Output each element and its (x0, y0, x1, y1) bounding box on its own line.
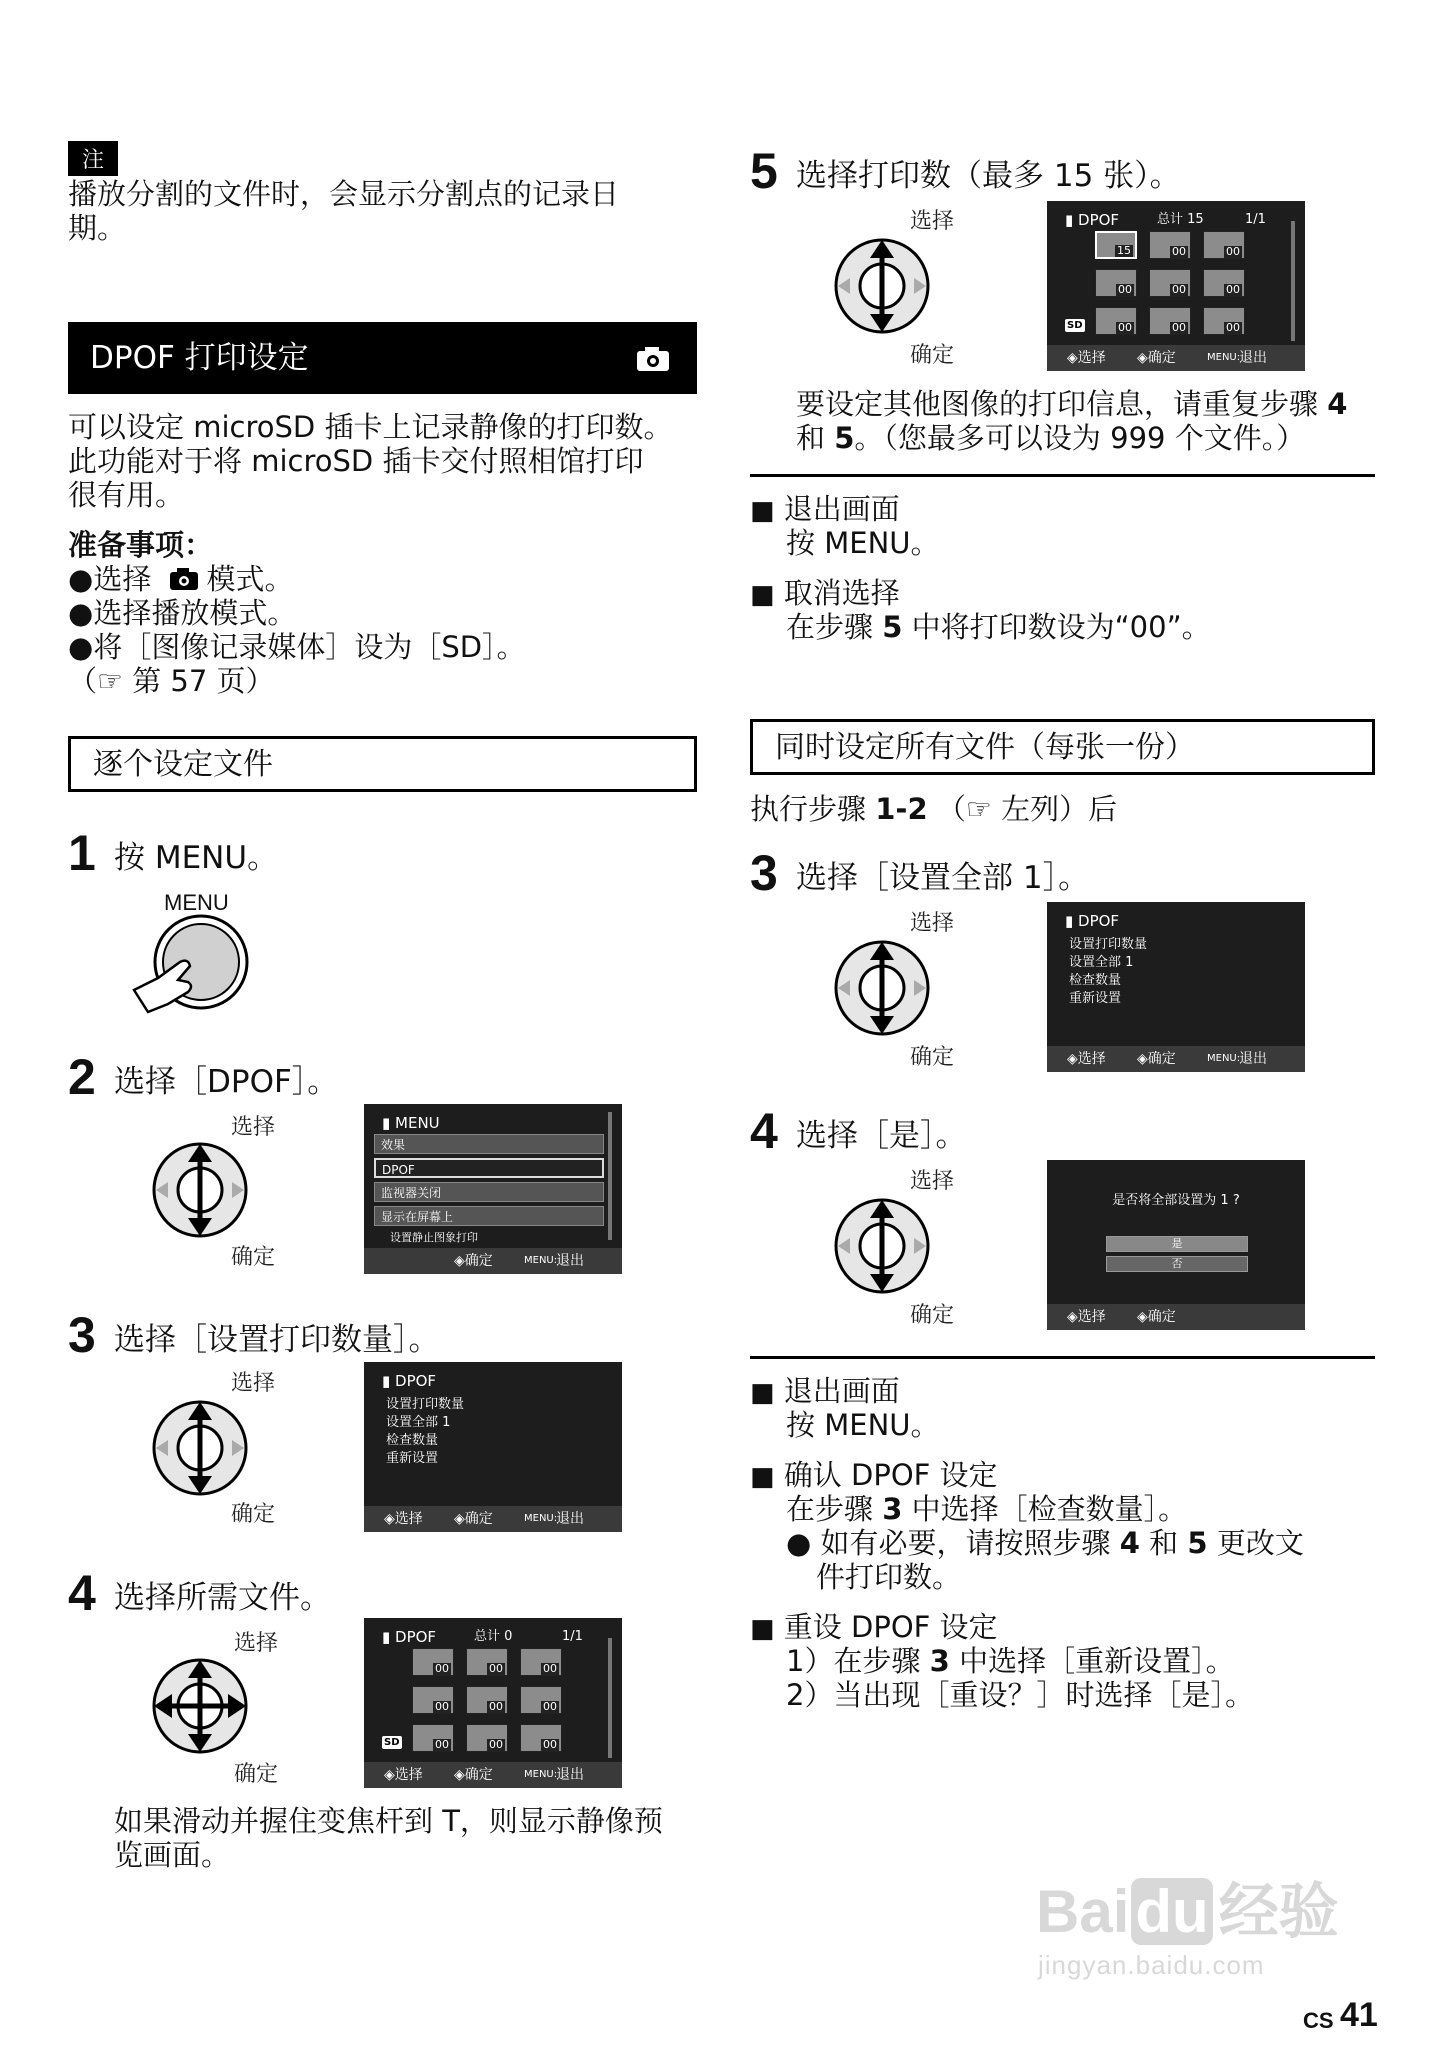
thumbnail[interactable]: 00 (1095, 269, 1137, 297)
controller-confirm-label: 确定 (231, 1502, 276, 1527)
controller-confirm-label: 确定 (910, 1045, 955, 1070)
controller-4way-icon (150, 1656, 250, 1756)
menu-item-dpof[interactable]: DPOF (374, 1158, 604, 1178)
menu-item-check-count[interactable]: 检查数量 (386, 1433, 439, 1448)
footer-confirm: ◈确定 (454, 1767, 493, 1783)
exit-heading: ■ 退出画面 (750, 492, 900, 526)
page-indicator: 1/1 (1245, 212, 1266, 227)
screen-dpof-menu (364, 1362, 622, 1532)
confirm-bullet-line1: ● 如有必要，请按照步骤 4 和 5 更改文 (786, 1526, 1304, 1560)
sub-header-all (750, 719, 1375, 775)
step-number: 1 (68, 825, 96, 881)
confirm-heading: ■ 确认 DPOF 设定 (750, 1458, 998, 1492)
controller-updown-icon (832, 1196, 932, 1296)
intro-line1: 可以设定 microSD 插卡上记录静像的打印数。 (68, 410, 673, 444)
step4-note-line2: 览画面。 (114, 1838, 231, 1872)
thumbnail[interactable]: 00 (466, 1686, 508, 1714)
thumbnail[interactable]: 00 (520, 1648, 562, 1676)
prep-bullet-2: ●选择播放模式。 (68, 596, 297, 630)
exit-text: 按 MENU。 (786, 1408, 940, 1442)
camera-icon (636, 346, 670, 372)
screen-title: ▮ DPOF (382, 1628, 437, 1646)
screen-title: ▮ DPOF (382, 1372, 437, 1390)
thumbnail[interactable]: 00 (412, 1648, 454, 1676)
screen-footer (1047, 1304, 1305, 1330)
footer-exit: 退出 (556, 1767, 584, 1783)
controller-select-label: 选择 (910, 209, 955, 234)
sub-header-title: 同时设定所有文件（每张一份） (775, 730, 1195, 765)
total-count: 总计 0 (474, 1629, 513, 1644)
footer-select: ◈选择 (1067, 350, 1106, 366)
footer-exit: 退出 (1239, 350, 1267, 366)
intro-line3: 很有用。 (68, 478, 185, 512)
reset-heading: ■ 重设 DPOF 设定 (750, 1610, 998, 1644)
menu-item-set-print-count[interactable]: 设置打印数量 (1069, 937, 1148, 952)
screen-dpof-menu (1047, 902, 1305, 1072)
step-number: 3 (68, 1307, 96, 1363)
note-tag: 注 (68, 141, 118, 176)
sd-card-icon: SD (384, 1737, 400, 1748)
footer-select: ◈选择 (384, 1767, 423, 1783)
step-number: 2 (68, 1049, 96, 1105)
prep-ref: （☞ 第 57 页） (68, 664, 275, 698)
divider (750, 1356, 1375, 1359)
thumbnail[interactable]: 00 (466, 1724, 508, 1752)
divider (750, 474, 1375, 477)
reset-line1: 1）在步骤 3 中选择［重新设置］。 (786, 1644, 1235, 1678)
controller-confirm-label: 确定 (231, 1245, 276, 1270)
section-title: DPOF 打印设定 (90, 340, 309, 376)
controller-updown-icon (832, 938, 932, 1038)
exit-heading: ■ 退出画面 (750, 1374, 900, 1408)
intro-line2: 此功能对于将 microSD 插卡交付照相馆打印 (68, 444, 644, 478)
screen-menu (364, 1104, 622, 1274)
step-title: 选择［设置打印数量］。 (114, 1322, 440, 1358)
dialog-question: 是否将全部设置为 1 ? (1112, 1193, 1240, 1208)
confirm-bullet-line2: 件打印数。 (816, 1560, 962, 1594)
footer-exit: 退出 (556, 1511, 584, 1527)
thumbnail[interactable]: 00 (1149, 231, 1191, 259)
watermark-url: jingyan.baidu.com (1038, 1950, 1265, 1980)
footer-menu-tag: MENU: (1207, 352, 1241, 363)
footer-language: CS (1303, 2008, 1334, 2033)
note-text-line2: 期。 (68, 211, 127, 245)
controller-select-label: 选择 (910, 1169, 955, 1194)
thumbnail[interactable]: 00 (1203, 231, 1245, 259)
step-title: 选择打印数（最多 15 张）。 (796, 158, 1181, 194)
menu-item-check-count[interactable]: 检查数量 (1069, 973, 1122, 988)
controller-confirm-label: 确定 (910, 1303, 955, 1328)
footer-exit: 退出 (1239, 1051, 1267, 1067)
prep-bullet-3: ●将［图像记录媒体］设为［SD］。 (68, 630, 526, 664)
controller-confirm-label: 确定 (234, 1762, 279, 1787)
footer-confirm: ◈确定 (454, 1511, 493, 1527)
baidu-watermark: Bai du 经验 (1036, 1878, 1339, 1945)
step-title: 按 MENU。 (114, 840, 279, 876)
yes-button[interactable]: 是 (1106, 1236, 1248, 1252)
thumbnail[interactable]: 00 (1203, 307, 1245, 335)
screen-footer (364, 1762, 622, 1788)
screen-thumbnails (364, 1618, 622, 1788)
screen-thumbnails (1047, 201, 1305, 371)
scrollbar (608, 1112, 612, 1240)
confirm-line1: 在步骤 3 中选择［检查数量］。 (786, 1492, 1188, 1526)
menu-item-effect[interactable]: 效果 (374, 1134, 604, 1154)
thumbnail[interactable]: 00 (520, 1724, 562, 1752)
section-banner (68, 322, 697, 394)
thumbnail[interactable]: 00 (1095, 307, 1137, 335)
menu-item-reset[interactable]: 重新设置 (1069, 991, 1122, 1006)
prep-heading: 准备事项： (68, 528, 214, 562)
footer-exit: 退出 (556, 1253, 584, 1269)
controller-select-label: 选择 (231, 1371, 276, 1396)
thumbnail[interactable]: 00 (1149, 307, 1191, 335)
step4-note-line1: 如果滑动并握住变焦杆到 T，则显示静像预 (114, 1804, 663, 1838)
thumbnail[interactable]: 00 (1203, 269, 1245, 297)
no-button[interactable]: 否 (1106, 1256, 1248, 1272)
footer-menu-tag: MENU: (524, 1769, 558, 1780)
cancel-heading: ■ 取消选择 (750, 576, 900, 610)
menu-button-label: MENU (164, 890, 229, 915)
controller-select-label: 选择 (234, 1631, 279, 1656)
page-indicator: 1/1 (562, 1629, 583, 1644)
footer-menu-tag: MENU: (1207, 1053, 1241, 1064)
footer-confirm: ◈确定 (1137, 1309, 1176, 1325)
footer-confirm: ◈确定 (454, 1253, 493, 1269)
menu-button-icon (128, 912, 258, 1022)
sub-header-individual (68, 736, 697, 792)
page-number: 41 (1340, 1996, 1378, 2034)
step-title: 选择［设置全部 1］。 (796, 860, 1090, 896)
menu-item-set-all[interactable]: 设置全部 1 (1069, 955, 1134, 970)
scrollbar (608, 1638, 612, 1758)
footer-confirm: ◈确定 (1137, 1051, 1176, 1067)
thumbnail[interactable]: 00 (412, 1724, 454, 1752)
thumbnail[interactable]: 00 (412, 1686, 454, 1714)
step-title: 选择［DPOF］。 (114, 1064, 339, 1100)
menu-item-set-print-count[interactable]: 设置打印数量 (386, 1397, 465, 1412)
screen-footer (364, 1248, 622, 1274)
controller-select-label: 选择 (910, 911, 955, 936)
step5-note-line2: 和 5。（您最多可以设为 999 个文件。） (796, 421, 1306, 455)
step-title: 选择所需文件。 (114, 1580, 331, 1616)
controller-select-label: 选择 (231, 1115, 276, 1140)
sub-header-title: 逐个设定文件 (93, 747, 273, 782)
note-text-line1: 播放分割的文件时，会显示分割点的记录日 (68, 177, 620, 211)
footer-confirm: ◈确定 (1137, 350, 1176, 366)
thumbnail[interactable]: 00 (466, 1648, 508, 1676)
screen-footer (1047, 1046, 1305, 1072)
thumbnail[interactable]: 00 (1149, 269, 1191, 297)
reset-line2: 2）当出现［重设？］时选择［是］。 (786, 1678, 1254, 1712)
controller-updown-icon (150, 1140, 250, 1240)
menu-item-set-all[interactable]: 设置全部 1 (386, 1415, 451, 1430)
screen-footer (1047, 345, 1305, 371)
exec-steps: 执行步骤 1-2 （☞ 左列）后 (750, 792, 1118, 826)
menu-item-monitor-off[interactable]: 监视器关闭 (374, 1182, 604, 1202)
scrollbar (1291, 221, 1295, 341)
screen-title: ▮ DPOF (1065, 211, 1120, 229)
controller-confirm-label: 确定 (910, 343, 955, 368)
step-number: 3 (750, 845, 778, 901)
menu-item-display-on-screen[interactable]: 显示在屏幕上 (374, 1206, 604, 1226)
menu-item-reset[interactable]: 重新设置 (386, 1451, 439, 1466)
footer-select: ◈选择 (1067, 1051, 1106, 1067)
total-count: 总计 15 (1157, 212, 1204, 227)
prep-bullet-1: ●选择 模式。 (68, 562, 294, 596)
footer-menu-tag: MENU: (524, 1255, 558, 1266)
screen-title: ▮ MENU (382, 1114, 440, 1132)
screen-confirm-dialog (1047, 1160, 1305, 1330)
footer-select: ◈选择 (384, 1511, 423, 1527)
exit-text: 按 MENU。 (786, 526, 940, 560)
screen-footer (364, 1506, 622, 1532)
sd-card-icon: SD (1067, 320, 1083, 331)
screen-title: ▮ DPOF (1065, 912, 1120, 930)
controller-updown-icon (150, 1398, 250, 1498)
step-number: 4 (750, 1103, 778, 1159)
thumbnail-selected[interactable]: 15 (1095, 231, 1137, 259)
cancel-text: 在步骤 5 中将打印数设为“00”。 (786, 610, 1211, 644)
step-number: 4 (68, 1565, 96, 1621)
footer-select: ◈选择 (1067, 1309, 1106, 1325)
step-title: 选择［是］。 (796, 1118, 967, 1154)
footer-menu-tag: MENU: (524, 1513, 558, 1524)
thumbnail[interactable]: 00 (520, 1686, 562, 1714)
controller-updown-icon (832, 236, 932, 336)
camera-icon (169, 567, 199, 591)
step5-note-line1: 要设定其他图像的打印信息，请重复步骤 4 (796, 387, 1348, 421)
step-number: 5 (750, 143, 778, 199)
menu-description: 设置静止图象打印 (390, 1231, 478, 1244)
